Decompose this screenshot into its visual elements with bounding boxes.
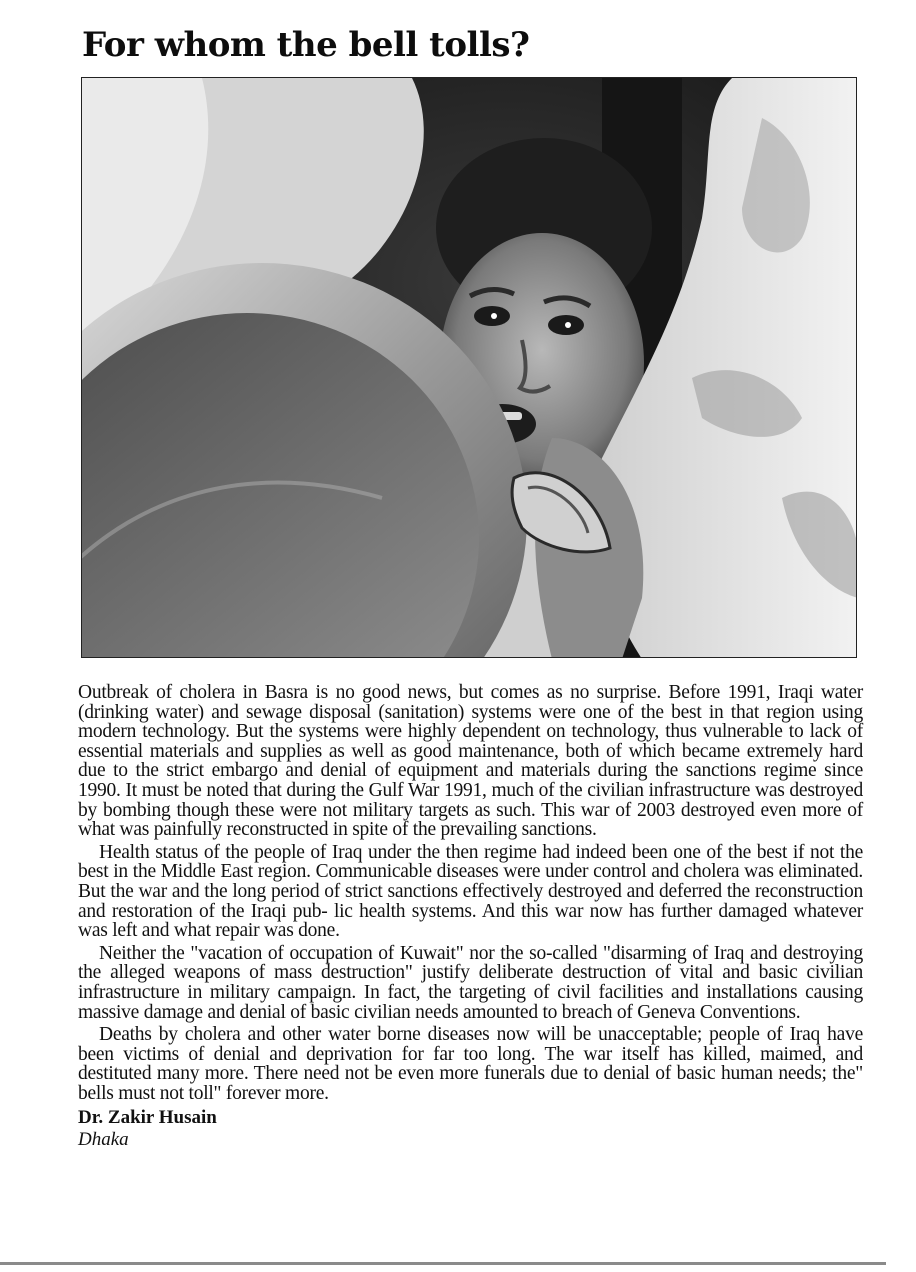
photo-illustration [82, 78, 857, 658]
article-paragraph-2: Health status of the people of Iraq under the then regime had indeed been one of the best if not the best in the Middle East region. Communicable diseases were under control and cholera was eliminated. But the war and the long period of strict sanctions effectively destroyed and deferred the reconstruction and restoration of the Iraqi pub- lic health systems. And this war now has further damaged whatever was left and what repair was done. [78, 841, 863, 942]
article-paragraph-3: Neither the "vacation of occupation of Kuwait" nor the so-called "disarming of Iraq and destroying the alleged weapons of mass destruction" justify deliberate destruction of vital and basic civilian infrastructure in military campaign. In fact, the targeting of civil facilities and installations causing massive damage and denial of basic civilian needs amounted to breach of Geneva Conventions. [78, 942, 863, 1023]
article-body [78, 683, 863, 1151]
author-name: Dr. Zakir Husain [78, 1107, 217, 1129]
author-location: Dhaka [78, 1129, 129, 1151]
article-paragraph-4: Deaths by cholera and other water borne diseases now will be unacceptable; people of Iraq have been victims of denial and deprivation for far too long. The war itself has killed, maimed, and destituted many more. There need not be even more funerals due to denial of basic human needs; the" bells must not toll" forever more. [78, 1024, 863, 1104]
bottom-divider [0, 1262, 886, 1265]
article-paragraph-1: Outbreak of cholera in Basra is no good news, but comes as no surprise. Before 1991, Iraqi water (drinking water) and sewage disposal (sanitation) systems were one of the best in that region using modern technology. But the systems were highly dependent on technology, thus vulnerable to lack of essential materials and supplies as well as good maintenance, both of which became extremely hard due to the strict embargo and denial of equipment and materials during the sanctions regime since 1990. It must be noted that during the Gulf War 1991, much of the civilian infrastructure was destroyed by bombing though these were not military targets as such. This war of 2003 destroyed even more of what was painfully reconstructed in spite of the prevailing sanctions. [78, 682, 863, 841]
news-photo [81, 77, 857, 658]
headline: For whom the bell tolls? [82, 25, 530, 65]
